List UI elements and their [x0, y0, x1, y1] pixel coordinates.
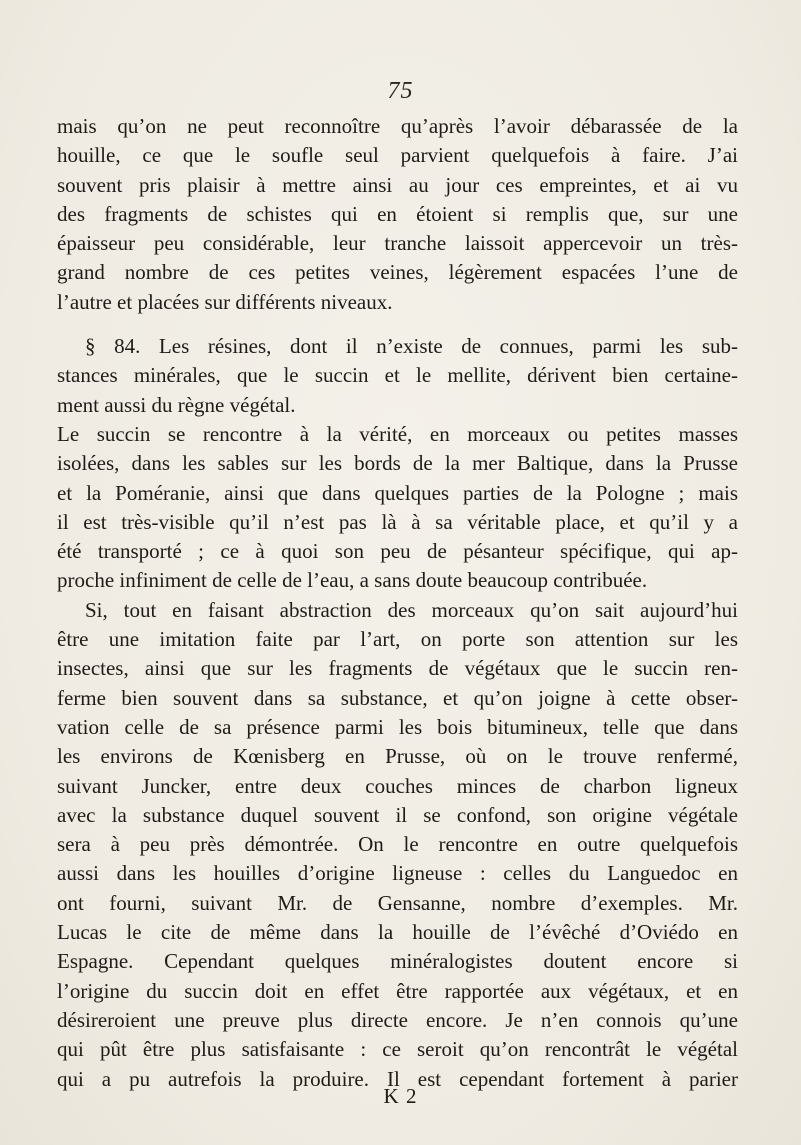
text-line: il est très-visible qu’il n’est pas là à sa véritable place, et qu’il y a — [57, 509, 738, 534]
text-line: Si, tout en faisant abstraction des morceaux qu’on sait aujourd’hui — [85, 597, 738, 622]
text-line: désireroient une preuve plus directe encore. Je n’en connois qu’une — [57, 1007, 738, 1032]
text-line: sera à peu près démontrée. On le rencontre en outre quelquefois — [57, 832, 738, 857]
text-line: ferme bien souvent dans sa substance, et qu’on joigne à cette obser- — [57, 685, 738, 710]
text-line: souvent pris plaisir à mettre ainsi au jour ces empreintes, et ai vu — [57, 172, 738, 197]
text-line: épaisseur peu considérable, leur tranche laissoit appercevoir un très- — [57, 231, 738, 256]
paragraph — [57, 112, 738, 317]
text-line: qui pût être plus satisfaisante : ce seroit qu’on rencontrât le végétal — [57, 1037, 738, 1062]
text-line: et la Poméranie, ainsi que dans quelques parties de la Pologne ; mais — [57, 480, 738, 505]
text-line: vation celle de sa présence parmi les bois bitumineux, telle que dans — [57, 714, 738, 739]
text-line: qui a pu autrefois la produire. Il est cependant fortement à parier — [57, 1066, 738, 1091]
text-line: houille, ce que le soufle seul parvient quelquefois à faire. J’ai — [57, 143, 738, 168]
paragraph — [57, 332, 738, 420]
text-line: grand nombre de ces petites veines, légèrement espacées l’une de — [57, 260, 738, 285]
text-line: l’autre et placées sur différents niveaux. — [57, 289, 393, 314]
text-line: aussi dans les houilles d’origine ligneuse : celles du Languedoc en — [57, 861, 738, 886]
text-line: § 84. Les résines, dont il n’existe de connues, parmi les sub- — [85, 334, 738, 359]
text-line: avec la substance duquel souvent il se confond, son origine végétale — [57, 802, 738, 827]
text-line: Espagne. Cependant quelques minéralogistes doutent encore si — [57, 949, 738, 974]
paragraph — [57, 596, 738, 1094]
text-line: les environs de Kœnisberg en Prusse, où on le trouve renfermé, — [57, 744, 738, 769]
text-line: insectes, ainsi que sur les fragments de végétaux que le succin ren- — [57, 656, 738, 681]
text-line: proche infiniment de celle de l’eau, a sans doute beaucoup contribuée. — [57, 568, 648, 593]
page-number: 75 — [387, 78, 414, 104]
text-line: mais qu’on ne peut reconnoître qu’après l’avoir débarassée de la — [57, 114, 738, 138]
text-line: suivant Juncker, entre deux couches minces de charbon ligneux — [57, 773, 738, 798]
signature-mark: K 2 — [383, 1084, 418, 1108]
paragraph — [57, 420, 738, 596]
text-line: stances minérales, que le succin et le mellite, dérivent bien certaine- — [57, 363, 738, 388]
text-line: l’origine du succin doit en effet être rapportée aux végétaux, et en — [57, 978, 738, 1003]
body-text — [57, 112, 738, 1094]
text-line: être une imitation faite par l’art, on porte son attention sur les — [57, 627, 738, 652]
text-line: Lucas le cite de même dans la houille de l’évêché d’Oviédo en — [57, 920, 738, 945]
paragraph-gap — [57, 317, 738, 332]
text-line: Le succin se rencontre à la vérité, en morceaux ou petites masses — [57, 421, 738, 446]
text-line: été transporté ; ce à quoi son peu de pésanteur spécifique, qui ap- — [57, 539, 738, 564]
text-line: isolées, dans les sables sur les bords de la mer Baltique, dans la Prusse — [57, 451, 738, 476]
text-line: des fragments de schistes qui en étoient si remplis que, sur une — [57, 201, 738, 226]
text-line: ont fourni, suivant Mr. de Gensanne, nombre d’exemples. Mr. — [57, 890, 738, 915]
text-line: ment aussi du règne végétal. — [57, 392, 296, 417]
